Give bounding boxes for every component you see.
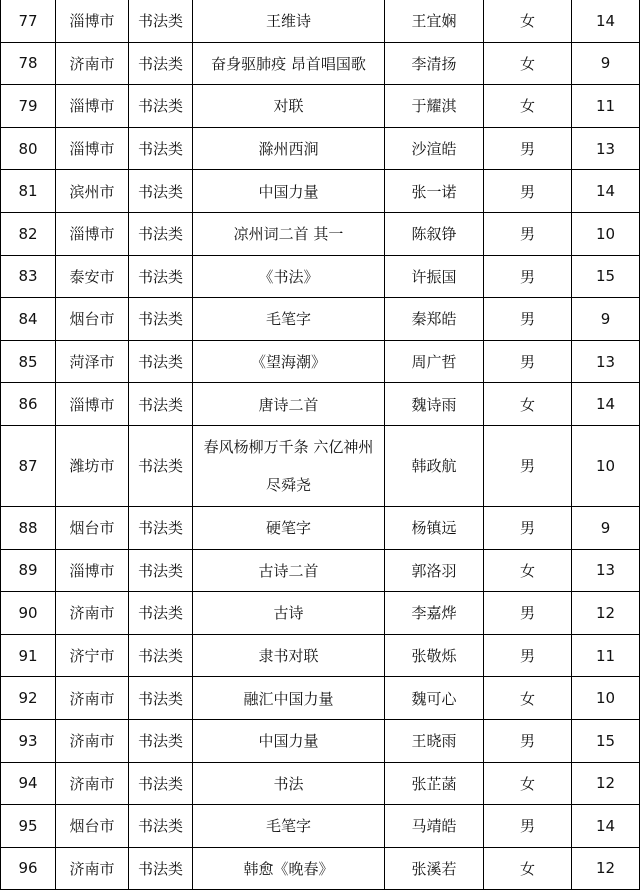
author-name-cell: 沙渲皓 xyxy=(385,127,484,170)
gender-cell: 女 xyxy=(484,677,572,720)
category-cell: 书法类 xyxy=(129,42,193,85)
city-cell: 淄博市 xyxy=(56,0,129,42)
gender-cell: 男 xyxy=(484,805,572,848)
table-row xyxy=(1,170,640,213)
age-cell: 9 xyxy=(572,506,640,549)
row-number-cell: 90 xyxy=(1,592,56,635)
author-name-cell: 周广哲 xyxy=(385,340,484,383)
table-row xyxy=(1,677,640,720)
author-name-cell: 魏可心 xyxy=(385,677,484,720)
city-cell: 济南市 xyxy=(56,592,129,635)
table-body xyxy=(1,0,640,890)
author-name-cell: 王晓雨 xyxy=(385,719,484,762)
table-row xyxy=(1,42,640,85)
work-title-cell: 滁州西涧 xyxy=(193,127,385,170)
category-cell: 书法类 xyxy=(129,847,193,890)
gender-cell: 男 xyxy=(484,506,572,549)
work-title-cell: 古诗二首 xyxy=(193,549,385,592)
row-number-cell: 95 xyxy=(1,805,56,848)
gender-cell: 女 xyxy=(484,383,572,426)
table-row xyxy=(1,762,640,805)
work-title-cell: 毛笔字 xyxy=(193,805,385,848)
work-title-cell: 隶书对联 xyxy=(193,634,385,677)
table-row xyxy=(1,592,640,635)
category-cell: 书法类 xyxy=(129,383,193,426)
category-cell: 书法类 xyxy=(129,255,193,298)
city-cell: 济南市 xyxy=(56,42,129,85)
author-name-cell: 于耀淇 xyxy=(385,85,484,128)
category-cell: 书法类 xyxy=(129,127,193,170)
city-cell: 淄博市 xyxy=(56,127,129,170)
author-name-cell: 韩政航 xyxy=(385,425,484,506)
table-row xyxy=(1,719,640,762)
age-cell: 13 xyxy=(572,340,640,383)
gender-cell: 女 xyxy=(484,85,572,128)
age-cell: 10 xyxy=(572,212,640,255)
age-cell: 12 xyxy=(572,592,640,635)
work-title-cell: 中国力量 xyxy=(193,719,385,762)
work-title-cell: 对联 xyxy=(193,85,385,128)
city-cell: 烟台市 xyxy=(56,298,129,341)
category-cell: 书法类 xyxy=(129,719,193,762)
city-cell: 济南市 xyxy=(56,762,129,805)
author-name-cell: 陈叙铮 xyxy=(385,212,484,255)
gender-cell: 男 xyxy=(484,170,572,213)
age-cell: 15 xyxy=(572,255,640,298)
gender-cell: 女 xyxy=(484,549,572,592)
age-cell: 14 xyxy=(572,383,640,426)
work-title-cell: 韩愈《晚春》 xyxy=(193,847,385,890)
author-name-cell: 李嘉烨 xyxy=(385,592,484,635)
author-name-cell: 张溪若 xyxy=(385,847,484,890)
city-cell: 济宁市 xyxy=(56,634,129,677)
category-cell: 书法类 xyxy=(129,212,193,255)
work-title-cell: 奋身驱肺疫 昂首唱国歌 xyxy=(193,42,385,85)
age-cell: 12 xyxy=(572,847,640,890)
table-row xyxy=(1,85,640,128)
table-row xyxy=(1,0,640,42)
author-name-cell: 张敬烁 xyxy=(385,634,484,677)
table-row xyxy=(1,847,640,890)
table-row xyxy=(1,127,640,170)
table-row xyxy=(1,634,640,677)
category-cell: 书法类 xyxy=(129,298,193,341)
row-number-cell: 80 xyxy=(1,127,56,170)
city-cell: 泰安市 xyxy=(56,255,129,298)
city-cell: 烟台市 xyxy=(56,805,129,848)
table-row xyxy=(1,549,640,592)
author-name-cell: 张一诺 xyxy=(385,170,484,213)
gender-cell: 男 xyxy=(484,340,572,383)
table-row xyxy=(1,506,640,549)
row-number-cell: 96 xyxy=(1,847,56,890)
row-number-cell: 85 xyxy=(1,340,56,383)
city-cell: 烟台市 xyxy=(56,506,129,549)
category-cell: 书法类 xyxy=(129,85,193,128)
gender-cell: 女 xyxy=(484,42,572,85)
author-name-cell: 魏诗雨 xyxy=(385,383,484,426)
row-number-cell: 81 xyxy=(1,170,56,213)
author-name-cell: 郭洛羽 xyxy=(385,549,484,592)
author-name-cell: 李清扬 xyxy=(385,42,484,85)
row-number-cell: 87 xyxy=(1,425,56,506)
work-title-cell: 凉州词二首 其一 xyxy=(193,212,385,255)
work-title-cell: 古诗 xyxy=(193,592,385,635)
category-cell: 书法类 xyxy=(129,506,193,549)
gender-cell: 男 xyxy=(484,255,572,298)
author-name-cell: 杨镇远 xyxy=(385,506,484,549)
category-cell: 书法类 xyxy=(129,549,193,592)
author-name-cell: 秦郑皓 xyxy=(385,298,484,341)
row-number-cell: 79 xyxy=(1,85,56,128)
category-cell: 书法类 xyxy=(129,425,193,506)
age-cell: 10 xyxy=(572,425,640,506)
work-title-text: 春风杨柳万千条 六亿神州尽舜尧 xyxy=(203,437,374,494)
row-number-cell: 84 xyxy=(1,298,56,341)
city-cell: 济南市 xyxy=(56,677,129,720)
gender-cell: 男 xyxy=(484,634,572,677)
age-cell: 10 xyxy=(572,677,640,720)
table-row xyxy=(1,805,640,848)
gender-cell: 男 xyxy=(484,425,572,506)
row-number-cell: 89 xyxy=(1,549,56,592)
gender-cell: 男 xyxy=(484,592,572,635)
work-title-cell: 融汇中国力量 xyxy=(193,677,385,720)
row-number-cell: 82 xyxy=(1,212,56,255)
age-cell: 15 xyxy=(572,719,640,762)
category-cell: 书法类 xyxy=(129,0,193,42)
age-cell: 11 xyxy=(572,634,640,677)
work-title-cell: 硬笔字 xyxy=(193,506,385,549)
row-number-cell: 91 xyxy=(1,634,56,677)
city-cell: 滨州市 xyxy=(56,170,129,213)
work-title-cell: 中国力量 xyxy=(193,170,385,213)
age-cell: 14 xyxy=(572,170,640,213)
work-title-cell: 书法 xyxy=(193,762,385,805)
age-cell: 12 xyxy=(572,762,640,805)
work-title-cell: 毛笔字 xyxy=(193,298,385,341)
age-cell: 13 xyxy=(572,127,640,170)
category-cell: 书法类 xyxy=(129,634,193,677)
city-cell: 菏泽市 xyxy=(56,340,129,383)
row-number-cell: 86 xyxy=(1,383,56,426)
work-title-cell: 《书法》 xyxy=(193,255,385,298)
gender-cell: 女 xyxy=(484,847,572,890)
age-cell: 14 xyxy=(572,805,640,848)
table-row xyxy=(1,298,640,341)
row-number-cell: 92 xyxy=(1,677,56,720)
category-cell: 书法类 xyxy=(129,170,193,213)
city-cell: 济南市 xyxy=(56,719,129,762)
work-title-cell xyxy=(193,425,385,506)
city-cell: 淄博市 xyxy=(56,549,129,592)
row-number-cell: 77 xyxy=(1,0,56,42)
gender-cell: 男 xyxy=(484,298,572,341)
gender-cell: 男 xyxy=(484,212,572,255)
author-name-cell: 马靖皓 xyxy=(385,805,484,848)
category-cell: 书法类 xyxy=(129,805,193,848)
city-cell: 淄博市 xyxy=(56,383,129,426)
city-cell: 淄博市 xyxy=(56,85,129,128)
city-cell: 淄博市 xyxy=(56,212,129,255)
row-number-cell: 83 xyxy=(1,255,56,298)
table-row xyxy=(1,255,640,298)
age-cell: 14 xyxy=(572,0,640,42)
row-number-cell: 78 xyxy=(1,42,56,85)
city-cell: 济南市 xyxy=(56,847,129,890)
category-cell: 书法类 xyxy=(129,762,193,805)
category-cell: 书法类 xyxy=(129,340,193,383)
city-cell: 潍坊市 xyxy=(56,425,129,506)
age-cell: 13 xyxy=(572,549,640,592)
gender-cell: 女 xyxy=(484,762,572,805)
category-cell: 书法类 xyxy=(129,592,193,635)
gender-cell: 男 xyxy=(484,719,572,762)
row-number-cell: 93 xyxy=(1,719,56,762)
table-row xyxy=(1,340,640,383)
age-cell: 11 xyxy=(572,85,640,128)
work-title-cell: 《望海潮》 xyxy=(193,340,385,383)
category-cell: 书法类 xyxy=(129,677,193,720)
work-title-cell: 王维诗 xyxy=(193,0,385,42)
table-row xyxy=(1,212,640,255)
table-row xyxy=(1,425,640,506)
work-title-cell: 唐诗二首 xyxy=(193,383,385,426)
age-cell: 9 xyxy=(572,298,640,341)
author-name-cell: 张芷菡 xyxy=(385,762,484,805)
table-row xyxy=(1,383,640,426)
age-cell: 9 xyxy=(572,42,640,85)
author-name-cell: 许振国 xyxy=(385,255,484,298)
row-number-cell: 88 xyxy=(1,506,56,549)
row-number-cell: 94 xyxy=(1,762,56,805)
author-name-cell: 王宜娴 xyxy=(385,0,484,42)
gender-cell: 女 xyxy=(484,0,572,42)
gender-cell: 男 xyxy=(484,127,572,170)
